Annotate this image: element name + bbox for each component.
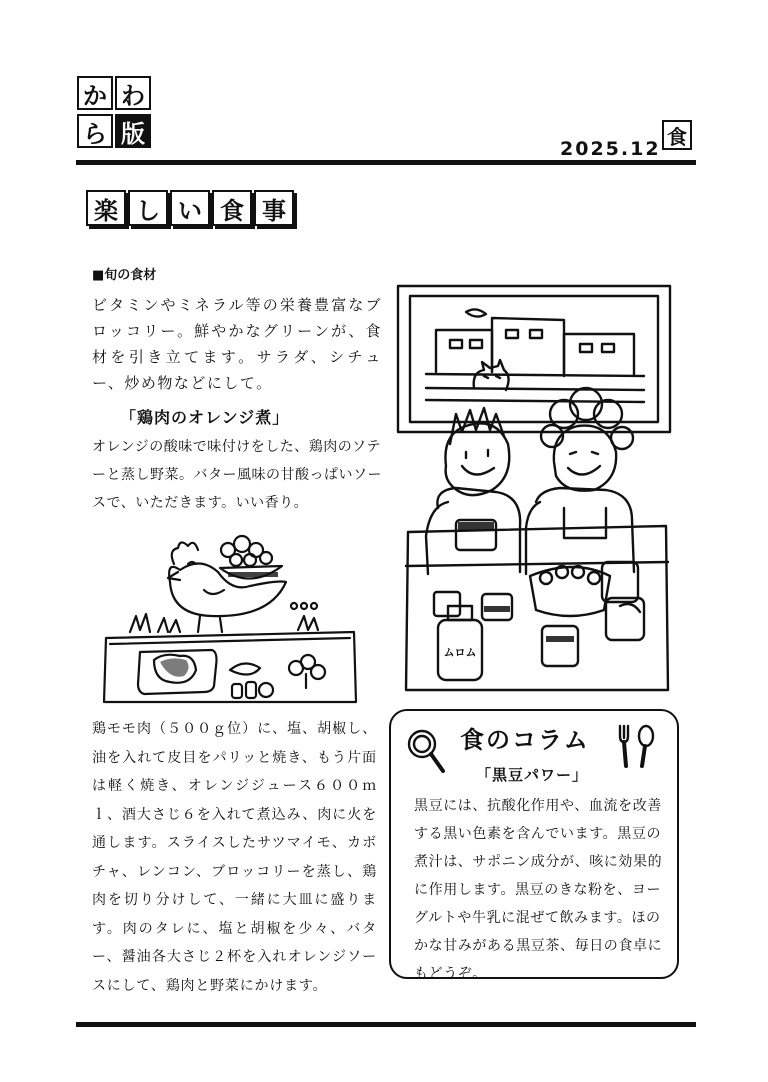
title-char: 事 xyxy=(254,190,294,226)
title-char: 楽 xyxy=(86,190,126,226)
recipe-method: 鶏モモ肉（５００ｇ位）に、塩、胡椒し、油を入れて皮目をパリッと焼き、もう片面は軽く焼き、オレンジジュース６００ｍｌ、酒大さじ６を入れて煮込み、肉に火を通します。スライスしたサツマイモ、カボチャ、レンコン、ブロッコリーを蒸し、鶏肉を切り分けして、一緒に大皿に盛ります。肉のタレに、塩と胡椒を少々、バター、醤油各大さじ２杯を入れオレンジソースにして、鶏肉と野菜にかけます。 xyxy=(92,721,377,994)
recipe-intro: オレンジの酸味で味付けをした、鶏肉のソテーと蒸し野菜。バター風味の甘酸っぱいソースで、いただきます。いい香り。 xyxy=(92,439,382,511)
family-illustration xyxy=(396,276,676,694)
frying-pan-icon xyxy=(405,727,447,775)
title-char: 食 xyxy=(212,190,252,226)
logo-char: か xyxy=(77,76,113,110)
utensils-icon xyxy=(612,722,662,770)
logo-char: 版 xyxy=(115,114,151,148)
title-char: い xyxy=(170,190,210,226)
top-rule xyxy=(76,160,696,165)
logo xyxy=(77,76,157,154)
logo-char: ら xyxy=(77,114,113,148)
issue-date: 2025.12 xyxy=(560,138,661,160)
logo-char: わ xyxy=(115,76,151,110)
title-char: し xyxy=(128,190,168,226)
food-icon: 食 xyxy=(662,120,692,150)
column-text: 黒豆には、抗酸化作用や、血流を改善する黒い色素を含んでいます。黒豆の煮汁は、サポニン成分が、咳に効果的に作用します。黒豆のきな粉を、ヨーグルトや牛乳に混ぜて飲みます。ほのかな甘みがある黒豆茶、毎日の食卓にもどうぞ。 xyxy=(414,798,663,982)
chicken-illustration xyxy=(100,520,360,705)
recipe-title: 「鶏肉のオレンジ煮」 xyxy=(120,408,290,427)
bottom-rule xyxy=(76,1022,696,1027)
season-label: ■旬の食材 xyxy=(92,268,157,283)
page-title xyxy=(86,190,296,226)
jar-label: ムロム xyxy=(443,646,477,659)
column-title: 食のコラム xyxy=(460,726,590,754)
column-subtitle: 「黒豆パワー」 xyxy=(476,766,589,784)
season-text: ビタミンやミネラル等の栄養豊富なブロッコリー。鮮やかなグリーンが、食材を引き立てます。サラダ、シチュー、炒め物などにして。 xyxy=(92,296,382,392)
